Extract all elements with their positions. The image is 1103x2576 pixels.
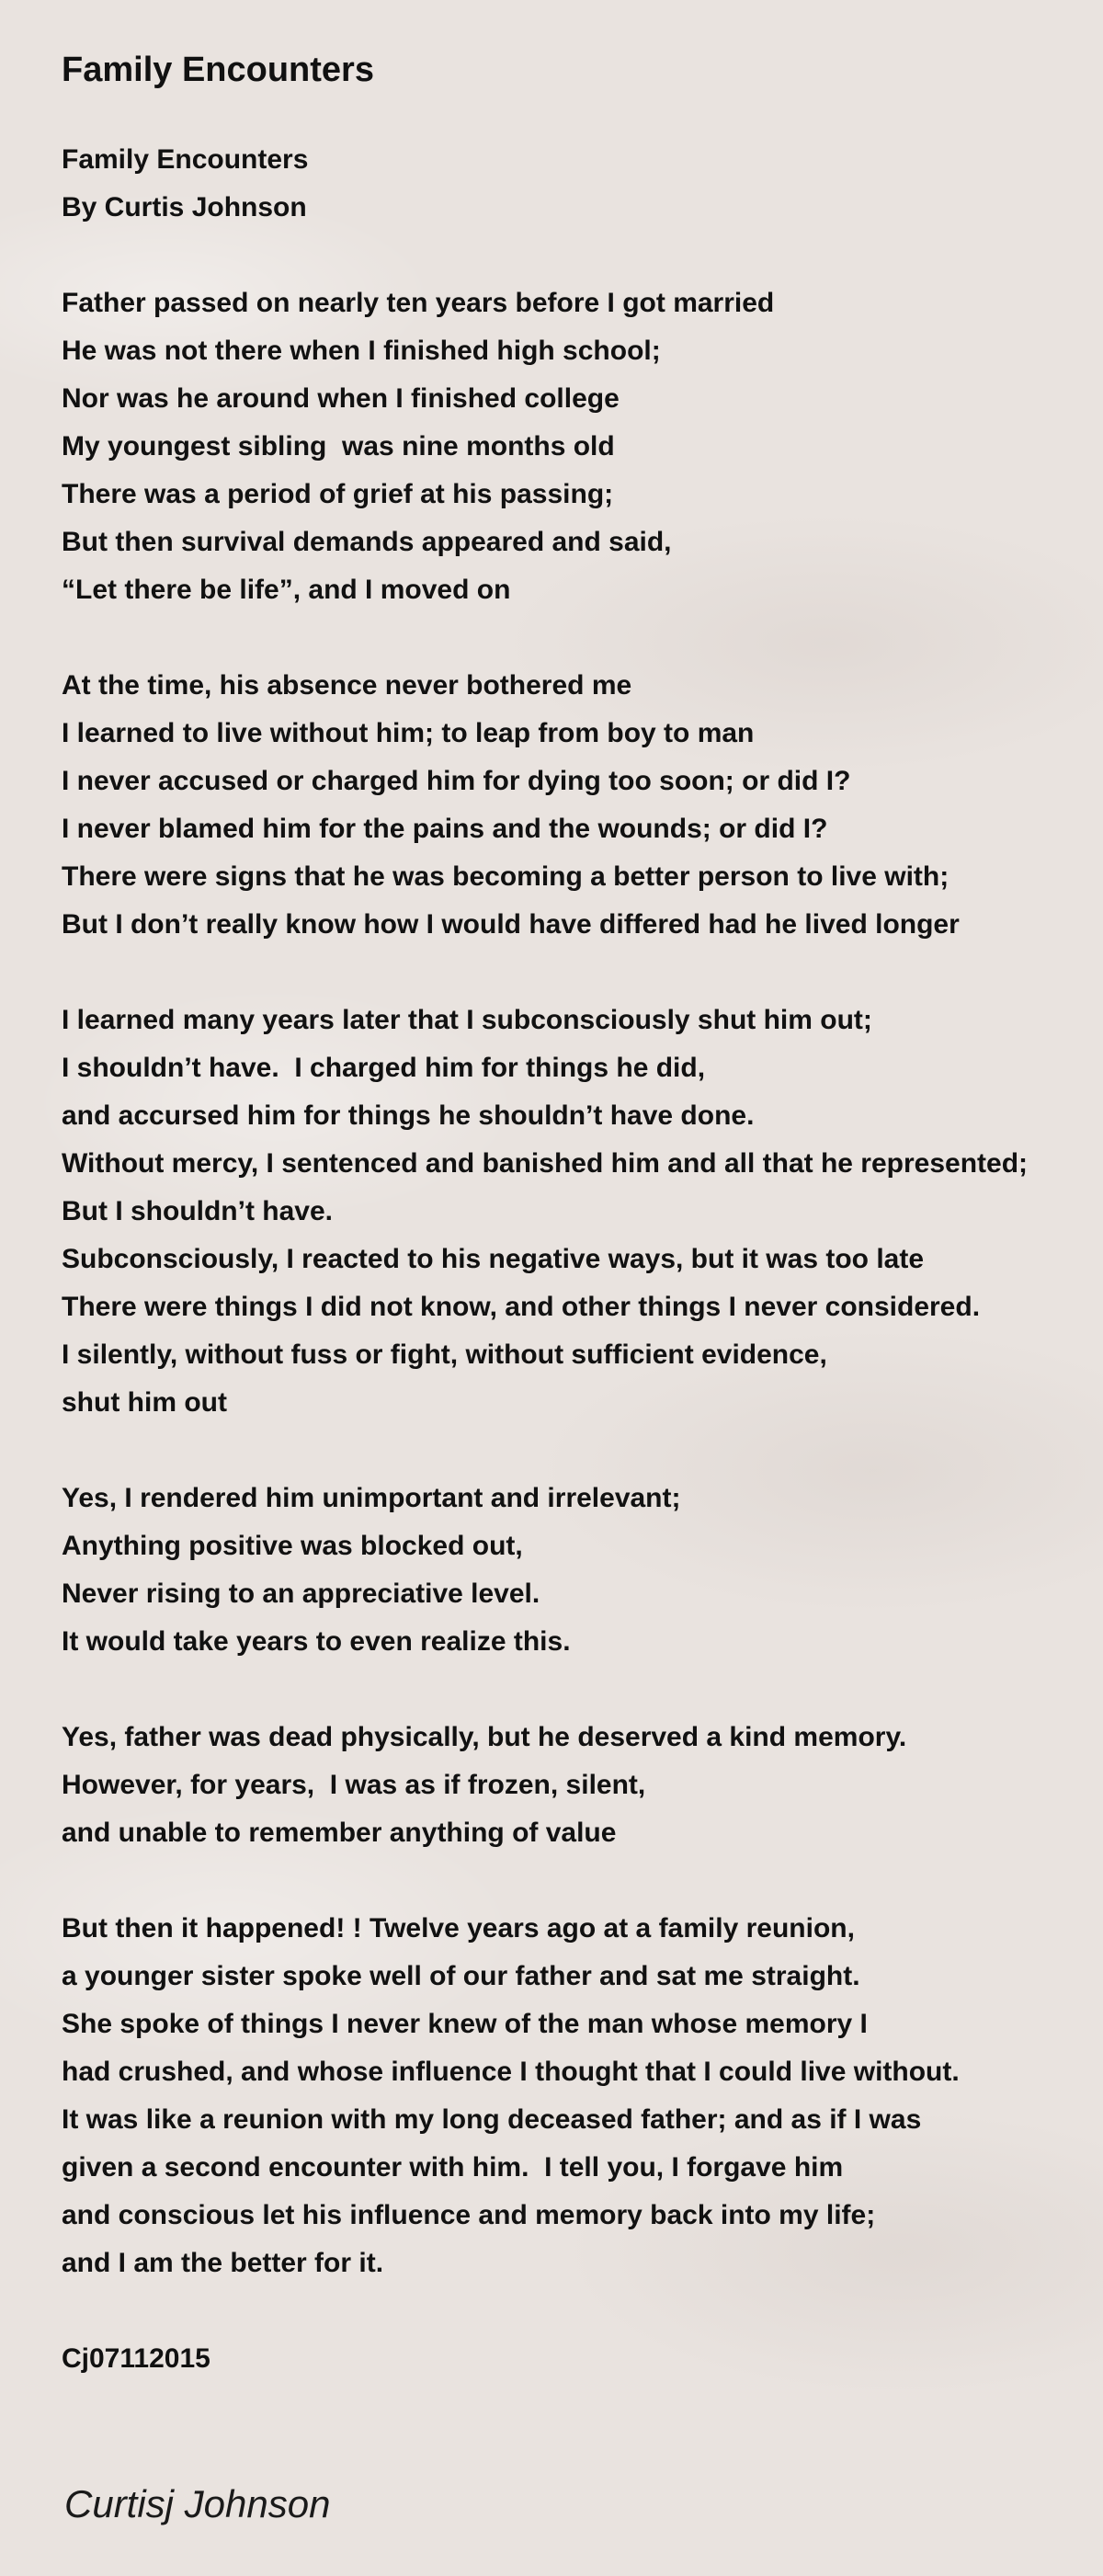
poem-line: shut him out	[62, 1387, 227, 1418]
poem-line: Never rising to an appreciative level.	[62, 1579, 540, 1609]
poem-line: “Let there be life”, and I moved on	[62, 575, 511, 605]
poem-line: given a second encounter with him. I tell you, I forgave him	[62, 2152, 844, 2183]
poem-line: But I don’t really know how I would have differed had he lived longer	[62, 909, 960, 940]
stanza-break	[62, 949, 1103, 997]
poem-line: a younger sister spoke well of our father and sat me straight.	[62, 1961, 860, 1991]
poem-line: I learned to live without him; to leap from boy to man	[62, 718, 755, 748]
author-signature: Curtisj Johnson	[64, 2482, 331, 2525]
poem-line: I learned many years later that I subconsciously shut him out;	[62, 1005, 872, 1035]
poem-line: But then it happened! ! Twelve years ago at a family reunion,	[62, 1913, 855, 1943]
poem-line: Cj07112015	[62, 2343, 210, 2374]
poem-line: Father passed on nearly ten years before I got married	[62, 288, 775, 318]
poem-line: He was not there when I finished high school;	[62, 336, 661, 366]
poem-line: I never accused or charged him for dying too soon; or did I?	[62, 766, 851, 796]
poem-line: and unable to remember anything of value	[62, 1818, 617, 1848]
poem-line: It would take years to even realize this.	[62, 1626, 571, 1657]
poem-line: Yes, father was dead physically, but he deserved a kind memory.	[62, 1722, 907, 1752]
stanza-break	[62, 1857, 1103, 1905]
poem-line: There were signs that he was becoming a better person to live with;	[62, 861, 949, 892]
poem-line: and accursed him for things he shouldn’t have done.	[62, 1100, 755, 1131]
poem-line: Yes, I rendered him unimportant and irrelevant;	[62, 1483, 681, 1513]
poem-line: There were things I did not know, and other things I never considered.	[62, 1292, 981, 1322]
page-title: Family Encounters	[62, 51, 374, 89]
poem-line: However, for years, I was as if frozen, silent,	[62, 1770, 646, 1800]
poem-line: Nor was he around when I finished college	[62, 383, 620, 414]
poem-line: and conscious let his influence and memory back into my life;	[62, 2200, 876, 2230]
poem-line: and I am the better for it.	[62, 2248, 384, 2278]
stanza-break	[62, 2287, 1103, 2335]
poem-line: At the time, his absence never bothered me	[62, 670, 632, 701]
poem-line: There was a period of grief at his passing;	[62, 479, 614, 509]
poem-line: Anything positive was blocked out,	[62, 1531, 523, 1561]
poem-body	[62, 136, 1103, 2383]
poem-line: had crushed, and whose influence I thought that I could live without.	[62, 2057, 960, 2087]
poem-line: But I shouldn’t have.	[62, 1196, 334, 1226]
poem-line: It was like a reunion with my long deceased father; and as if I was	[62, 2104, 922, 2135]
poem-line: She spoke of things I never knew of the man whose memory I	[62, 2009, 868, 2039]
stanza-break	[62, 232, 1103, 279]
stanza-break	[62, 1427, 1103, 1475]
poem-byline: By Curtis Johnson	[62, 192, 307, 222]
poem-line: My youngest sibling was nine months old	[62, 431, 615, 462]
poem-line: I silently, without fuss or fight, without sufficient evidence,	[62, 1339, 827, 1370]
poem-line: Subconsciously, I reacted to his negative ways, but it was too late	[62, 1244, 925, 1274]
stanza-break	[62, 1666, 1103, 1714]
stanza-break	[62, 614, 1103, 662]
poem-line: But then survival demands appeared and said,	[62, 527, 672, 557]
poem-line: Without mercy, I sentenced and banished him and all that he represented;	[62, 1148, 1029, 1179]
poem-line: I never blamed him for the pains and the wounds; or did I?	[62, 814, 828, 844]
poem-heading: Family Encounters	[62, 144, 309, 175]
poem-line: I shouldn’t have. I charged him for things he did,	[62, 1053, 706, 1083]
